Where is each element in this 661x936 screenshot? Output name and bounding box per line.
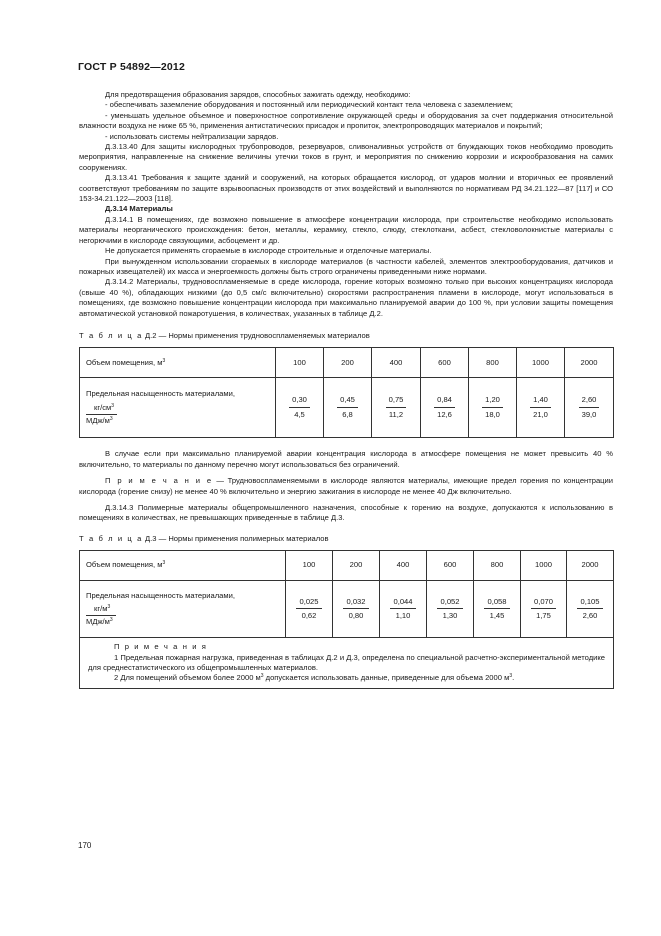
table3 [79, 550, 614, 689]
clause-d-3-13-40: Д.3.13.40 Для защиты кислородных трубопроводов, резервуаров, сливоналивных устройств от блуждающих токов необходимо проводить мероприятия, направленные на снижение величины утечки токов в грунт, и мероприятия по снижению коррозии и искрообразования на самих сооружениях. [79, 142, 613, 172]
document-header: ГОСТ Р 54892—2012 [78, 61, 186, 73]
table3-notes-row [80, 638, 614, 689]
clause-d-3-14-3: Д.3.14.3 Полимерные материалы общепромышленного назначения, способные к горению на воздухе, допускаются к использованию в помещениях в количествах, не превышающих приведенные в таблице Д.3. [79, 502, 613, 523]
intro-paragraph: - уменьшать удельное объемное и поверхностное сопротивление окружающей среды и оборудования за счет поддержания относительной влажности воздуха не ниже 65 %, применения антистатических присадок и пропиток, электропроводящих материалов и покрытий; [79, 110, 613, 131]
table2-value-fraction: $\frac{2,60}{39,0}$ [579, 395, 600, 420]
table2-volume-cell: 1000 [517, 348, 565, 378]
table2-volume-cell: 800 [469, 348, 517, 378]
table2-value-fraction: $\frac{0,30}{4,5}$ [289, 395, 310, 420]
table2-load-row [80, 378, 614, 438]
table3-value-fraction: $\frac{0,025}{0,62}$ [296, 597, 321, 622]
table3-volume-cell: 2000 [567, 551, 614, 581]
section-heading: Д.3.14 Материалы [105, 204, 173, 214]
table2-volume-label: Объем помещения, $м^3$ [80, 348, 276, 378]
table2-volume-cell: 200 [324, 348, 372, 378]
table2-value-fraction: $\frac{0,45}{6,8}$ [337, 395, 358, 420]
intro-paragraph: - обеспечивать заземление оборудования и постоянный или периодический контакт тела человека с заземлением; [105, 100, 513, 110]
table3-value-fraction: $\frac{0,044}{1,10}$ [390, 597, 415, 622]
table3-value-fraction: $\frac{0,105}{2,60}$ [577, 597, 602, 622]
table3-value-fraction: $\frac{0,070}{1,75}$ [531, 597, 556, 622]
table2 [79, 347, 614, 438]
notes-title: П р и м е ч а н и я [114, 642, 208, 652]
table3-load-row [80, 581, 614, 638]
table3-unit-fraction: $кг/м^3$ МДж/$м^3$ [86, 604, 116, 628]
clause-d-3-14-2: Д.3.14.2 Материалы, трудновоспламеняемые в среде кислорода, горение которых возможно только при высоких концентрациях кислорода (свыше 40 %), обладающих низкими (до 0,5 см/с включительно) скоростями распространения пламени в кислороде, могут использоваться в помещениях, где возможно повышение концентрации кислорода при максимально планируемой аварии до 100 %, при условии защиты помещения автоматической установкой пожаротушения, в количествах, указанных в таблице Д.2. [79, 277, 613, 318]
section-paragraph: Не допускается применять сгораемые в кислороде строительные и отделочные материалы. [105, 246, 432, 256]
table3-volume-cell: 800 [474, 551, 521, 581]
table3-caption: Т а б л и ц а Д.3 — Нормы применения полимерных материалов [79, 533, 329, 543]
page-number: 170 [78, 841, 92, 850]
table3-value-fraction: $\frac{0,058}{1,45}$ [484, 597, 509, 622]
table2-volume-cell: 400 [372, 348, 421, 378]
table2-caption: Т а б л и ц а Д.2 — Нормы применения трудновоспламеняемых материалов [79, 330, 370, 340]
table3-notes [80, 638, 614, 689]
note-table2: П р и м е ч а н и е — Трудновоспламеняемыми в кислороде являются материалы, имеющие предел горения по концентрации кислорода (горение снизу) не менее 40 % включительно и энергию зажигания в кислороде не менее 40 Дж включительно. [79, 476, 613, 496]
table3-value-fraction: $\frac{0,032}{0,80}$ [343, 597, 368, 622]
table2-volume-row [80, 348, 614, 378]
table2-value-fraction: $\frac{0,84}{12,6}$ [434, 395, 455, 420]
note-2: 2 Для помещений объемом более 2000 $м^3$ допускается использовать данные, приведенные для объема 2000 $м^3$. [114, 673, 515, 683]
note-1: 1 Предельная пожарная нагрузка, приведенная в таблицах Д.2 и Д.3, определена по специальной расчетно-экспериментальной методике для среднестатистического из общепромышленных материалов. [88, 652, 605, 672]
table3-volume-row [80, 551, 614, 581]
intro-paragraph: - использовать системы нейтрализации зарядов. [105, 131, 279, 141]
table3-value-fraction: $\frac{0,052}{1,30}$ [437, 597, 462, 622]
clause-d-3-14-1: Д.3.14.1 В помещениях, где возможно повышение в атмосфере концентрации кислорода, при строительстве необходимо использовать материалы неорганического происхождения: бетон, металлы, керамику, стекло, слюду, стеклоткани, асбест, стекловолокнистые материалы с негорючими в кислороде связующими, асбоцемент и др. [79, 214, 613, 245]
table2-value-fraction: $\frac{0,75}{11,2}$ [386, 395, 407, 420]
table2-volume-cell: 600 [421, 348, 469, 378]
intro-paragraph: Для предотвращения образования зарядов, способных зажигать одежду, необходимо: [105, 90, 411, 99]
table3-volume-cell: 100 [286, 551, 333, 581]
table2-volume-cell: 100 [276, 348, 324, 378]
table2-load-label: Предельная насыщенность материалами, $кг/см^3$ МДж/$м^3$ [80, 378, 276, 438]
table3-volume-cell: 600 [427, 551, 474, 581]
table3-volume-cell: 200 [333, 551, 380, 581]
clause-d-3-13-41: Д.3.13.41 Требования к защите зданий и сооружений, на которых обращается кислород, от ударов молнии и вторичных ее проявлений соответствуют требованиям по защите взрывоопасных производств от этих воздействий и выполняются по нормативам РД 34.21.122—87 [117] и СО 153-34.21.122—2003 [118]. [79, 173, 613, 204]
table2-unit-fraction: $кг/см^3$ МДж/$м^3$ [86, 403, 117, 427]
table3-volume-cell: 400 [380, 551, 427, 581]
table2-value-fraction: $\frac{1,40}{21,0}$ [530, 395, 551, 420]
table3-volume-label: Объем помещения, $м^3$ [80, 551, 286, 581]
table3-load-label: Предельная насыщенность материалами, $кг/м^3$ МДж/$м^3$ [80, 581, 286, 638]
document-body [79, 90, 613, 689]
table3-volume-cell: 1000 [521, 551, 567, 581]
after-table2-paragraph: В случае если при максимально планируемой аварии концентрация кислорода в атмосфере помещения не может превысить 40 % включительно, то материалы по данному перечню могут использоваться без ограничений. [79, 449, 613, 469]
section-paragraph: При вынужденном использовании сгораемых в кислороде материалов (в частности кабелей, элементов электрооборудования, датчиков и пожарных извещателей) их масса и энергоемкость должны быть строго ограничены приведенными ниже нормами. [79, 256, 613, 276]
table2-value-fraction: $\frac{1,20}{18,0}$ [482, 395, 503, 420]
table2-volume-cell: 2000 [565, 348, 614, 378]
